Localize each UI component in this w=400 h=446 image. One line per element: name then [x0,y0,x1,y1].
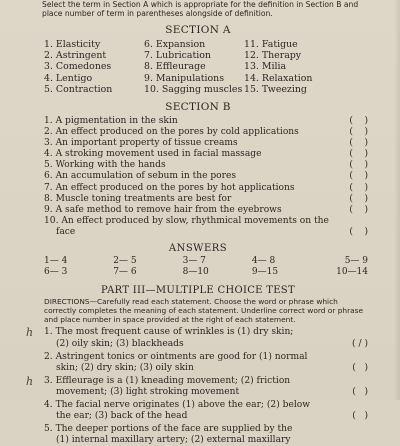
mc-question-line [44,339,368,350]
definition-text: 5. Working with the hands [44,160,166,171]
section-b-list [44,116,368,238]
section-a-row [44,61,368,72]
definition-text: 6. An accumulation of sebum in the pores [44,171,237,182]
definition-item-continuation [44,227,368,238]
answer-blank[interactable]: ( ) [349,182,368,193]
definition-text: 8. Muscle toning treatments are best for [44,193,232,204]
answer-key-cell: 2— 5 [113,256,137,267]
mc-options-text: the ear; (3) back of the head [56,411,188,422]
definition-item [44,194,368,205]
definition-text: 10. An effect produced by slow, rhythmical movements on the [44,215,329,226]
handwritten-mark: h [26,326,34,340]
answer-blank[interactable]: ( ) [349,138,368,149]
mc-question-line [44,411,368,422]
definition-text: 9. A safe method to remove hair from the eyebrows [44,204,282,215]
mc-question-line: 2. Astringent tonics or ointments are good for (1) normal [44,351,308,362]
answer-blank[interactable]: ( ) [349,204,368,215]
answer-key-cell: 9—15 [251,266,279,277]
answer-blank[interactable]: ( / ) [352,338,368,349]
answer-blank[interactable]: ( ) [352,386,368,397]
section-a-term: 13. Milia [244,61,287,73]
section-b-title: SECTION B [165,101,231,114]
section-a-title: SECTION A [165,24,231,36]
definition-text: 3. An important property of tissue creams [44,138,238,149]
answer-key-cell: 7— 6 [113,266,137,277]
mc-question [26,374,368,398]
section-a-row [44,84,368,95]
answers-row [44,256,368,267]
definition-item [44,116,368,127]
mc-question-line: 4. The facial nerve originates (1) above the ear; (2) below [44,400,311,410]
section-a-term: 7. Lubrication [144,50,211,62]
section-a-term: 4. Lentigo [44,72,93,84]
handwritten-mark: h [26,374,34,388]
mc-question [44,352,368,374]
answer-key-cell: 4— 8 [251,256,276,267]
section-a-term: 8. Effleurage [144,61,206,73]
answer-blank[interactable]: ( ) [349,171,368,182]
definition-item [44,127,368,138]
section-a-row [44,73,368,84]
definition-text: 7. An effect produced on the pores by hot applications [44,182,295,193]
part3-title: PART III—MULTIPLE CHOICE TEST [101,285,295,297]
mc-question-line [44,435,368,446]
answer-blank[interactable]: ( ) [352,362,368,373]
mc-question [44,424,368,446]
section-a-term: 1. Elasticity [44,39,101,50]
answers-grid [44,256,368,277]
answer-key-cell: 6— 3 [44,266,68,277]
definition-text: face [56,226,76,237]
mc-options-text: skin; (2) dry skin; (3) oily skin [56,362,194,373]
answer-blank[interactable]: ( ) [349,226,368,237]
answers-row [44,267,368,278]
answer-key-cell: 1— 4 [44,256,68,267]
answer-blank[interactable]: ( ) [349,127,368,138]
mc-question-line: 3. Effleurage is a (1) kneading movement; (2) friction [44,375,291,386]
answer-key-cell: 10—14 [336,266,369,277]
section-a-term: 10. Sagging muscles [144,83,243,95]
section-a-term: 11. Fatigue [244,39,298,50]
section-a-term: 6. Expansion [144,39,206,50]
definition-item [44,138,368,149]
answer-key-cell: 3— 7 [182,256,206,267]
definition-item [44,183,368,194]
section-a-list [28,39,368,95]
definition-item [44,171,368,182]
section-a-term: 5. Contraction [44,83,113,95]
mc-question-line: 5. The deeper portions of the face are supplied by the [44,424,293,435]
mc-question [26,326,368,349]
answer-blank[interactable]: ( ) [349,116,368,127]
mc-question-line [44,387,368,398]
mc-options-text: (1) internal maxillary artery; (2) external maxillary [56,435,291,446]
section-a-term: 14. Relaxation [244,72,313,84]
section-a-term: 9. Manipulations [144,72,225,84]
answer-blank[interactable] [340,216,368,227]
definition-text: 2. An effect produced on the pores by cold applications [44,127,299,138]
mc-question-line [44,363,368,374]
definition-item [44,160,368,171]
answer-blank[interactable]: ( ) [349,160,368,171]
definition-text: 4. A stroking movement used in facial massage [44,149,262,160]
definition-item [44,205,368,216]
mc-question-line: 1. The most frequent cause of wrinkles is (1) dry skin; [44,327,294,338]
definition-text: 1. A pigmentation in the skin [44,116,178,127]
mc-options-text: movement; (3) light stroking movement [56,386,240,397]
part3-directions: DIRECTIONS—Carefully read each statement. Choose the word or phrase which correctly completes the meaning of each statement. Underline correct word or phrase and place number in space provided at the right of each statement. [44,297,364,324]
section-a-term: 12. Therapy [244,50,302,62]
definition-item [44,216,368,227]
answer-blank[interactable]: ( ) [352,411,368,422]
answer-blank[interactable]: ( ) [349,193,368,204]
section-a-term: 15. Tweezing [244,83,307,95]
section-a-term: 3. Comedones [44,61,112,73]
definition-item [44,149,368,160]
mc-options-text: (2) oily skin; (3) blackheads [56,338,184,349]
page-edge-shadow [394,0,400,400]
section-a-term: 2. Astringent [44,50,107,62]
answer-key-cell: 8—10 [182,266,209,277]
mc-question [44,400,368,422]
multiple-choice-list [26,326,368,446]
answer-key-cell: 5— 9 [344,256,369,267]
intro-text: Select the term in Section A which is appropriate for the definition in Section B and place number of term in parentheses alongside of definition. [42,0,359,18]
answer-blank[interactable]: ( ) [349,149,368,160]
section-a-row [44,50,368,61]
section-a-row [44,39,368,50]
answers-title: ANSWERS [168,243,228,255]
